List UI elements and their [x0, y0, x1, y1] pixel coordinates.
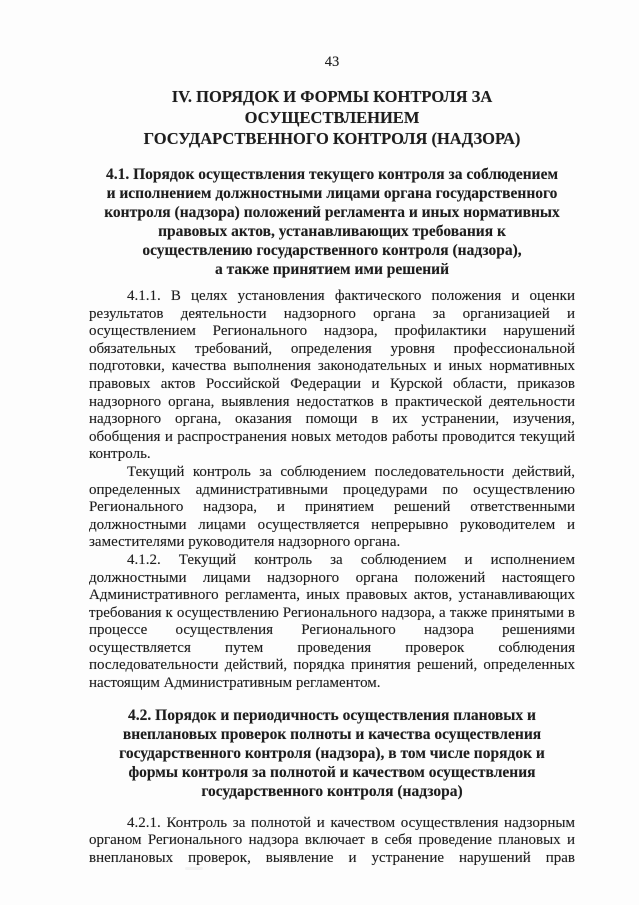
paragraph-4-1-1 [89, 288, 575, 464]
section-4-2-heading-line: государственного контроля (надзора), в том числе порядок и [119, 744, 545, 762]
paragraph-line: контроль. [89, 446, 151, 463]
section-4-1-heading-line: 4.1. Порядок осуществления текущего контроля за соблюдением [105, 166, 559, 183]
section-4-1-heading [89, 165, 575, 279]
section-4-2-heading [89, 706, 575, 801]
paragraph-line: должностными лицами надзорного органа положений настоящего [89, 569, 575, 586]
section-4-2-heading-line: формы контроля за полнотой и качеством осуществления [128, 763, 536, 781]
paragraph-line: настоящим Административным регламентом. [89, 675, 381, 692]
section-4-1-heading-line: контроля (надзора) положений регламента и иных нормативных [104, 204, 560, 221]
paragraph-line: результатов деятельности надзорного органа за организацией и [89, 305, 575, 322]
paragraph-line: требования к осуществлению Регионального надзора, а также принятыми в [89, 604, 575, 621]
section-4-2-heading-line: государственного контроля (надзора) [201, 782, 463, 800]
paragraph-line: 4.1.1. В целях установления фактического положения и оценки [127, 288, 575, 304]
paragraph-line: обобщения и распространения новых методов работы проводится текущий [89, 428, 575, 445]
paragraph-line: процессе осуществления Регионального надзора решениями [89, 622, 575, 639]
section-4-2-heading-line: 4.2. Порядок и периодичность осуществления плановых и [128, 706, 536, 724]
section-4-1-heading-line: и исполнением должностными лицами органа государственного [106, 185, 558, 202]
paragraph-line: надзорного органа, выявления недостатков в практической деятельности [89, 393, 575, 410]
chapter-heading-line: ГОСУДАРСТВЕННОГО КОНТРОЛЯ (НАДЗОРА) [143, 129, 521, 148]
scan-smudge-artifact [185, 867, 203, 870]
paragraph-current-control [89, 464, 575, 552]
paragraph-line: 4.1.2. Текущий контроль за соблюдением и исполнением [127, 551, 575, 568]
paragraph-line: надзорного органа, оказания помощи в их устранении, изучения, [89, 411, 575, 428]
paragraph-line: органом Регионального надзора включает в себя проведение плановых и [89, 832, 575, 849]
page-content [89, 0, 575, 867]
paragraph-line: правовых актов Российской Федерации и Курской области, приказов [89, 375, 575, 392]
paragraph-line: Административного регламента, иных правовых актов, устанавливающих [89, 587, 575, 604]
paragraph-line: определенных административными процедурами по осуществлению [89, 481, 575, 498]
paragraph-line: Текущий контроль за соблюдением последовательности действий, [127, 463, 575, 480]
paragraph-line: 4.2.1. Контроль за полнотой и качеством осуществления надзорным [127, 814, 575, 831]
page-number: 43 [324, 54, 340, 70]
section-4-2-heading-line: внеплановых проверок полноты и качества осуществления [122, 725, 542, 743]
section-4-1-heading-line: правовых актов, устанавливающих требования к [158, 223, 506, 240]
section-4-1-heading-line: а также принятием ими решений [214, 261, 450, 278]
paragraph-4-1-2 [89, 552, 575, 693]
paragraph-line: подготовки, качества выполнения законодательных и иных нормативных [89, 358, 575, 375]
chapter-heading [89, 86, 575, 149]
paragraph-line: осуществляется путем проведения проверок соблюдения [89, 639, 575, 656]
section-4-1-heading-line: осуществлению государственного контроля (надзора), [142, 242, 522, 259]
chapter-heading-line: IV. ПОРЯДОК И ФОРМЫ КОНТРОЛЯ ЗА ОСУЩЕСТВЛЕНИЕМ [171, 87, 493, 127]
paragraph-line: осуществлением Регионального надзора, профилактики нарушений [89, 323, 575, 340]
paragraph-4-2-1 [89, 815, 575, 868]
paragraph-line: внеплановых проверок, выявление и устранение нарушений прав [89, 849, 575, 866]
paragraph-line: Регионального надзора, и принятием решений ответственными [89, 499, 575, 516]
paragraph-line: должностными лицами осуществляется непрерывно руководителем и [89, 516, 575, 533]
paragraph-line: обязательных требований, определения уровня профессиональной [89, 340, 575, 357]
paragraph-line: последовательности действий, порядка принятия решений, определенных [89, 657, 575, 674]
paragraph-line: заместителями руководителя надзорного органа. [89, 534, 401, 551]
